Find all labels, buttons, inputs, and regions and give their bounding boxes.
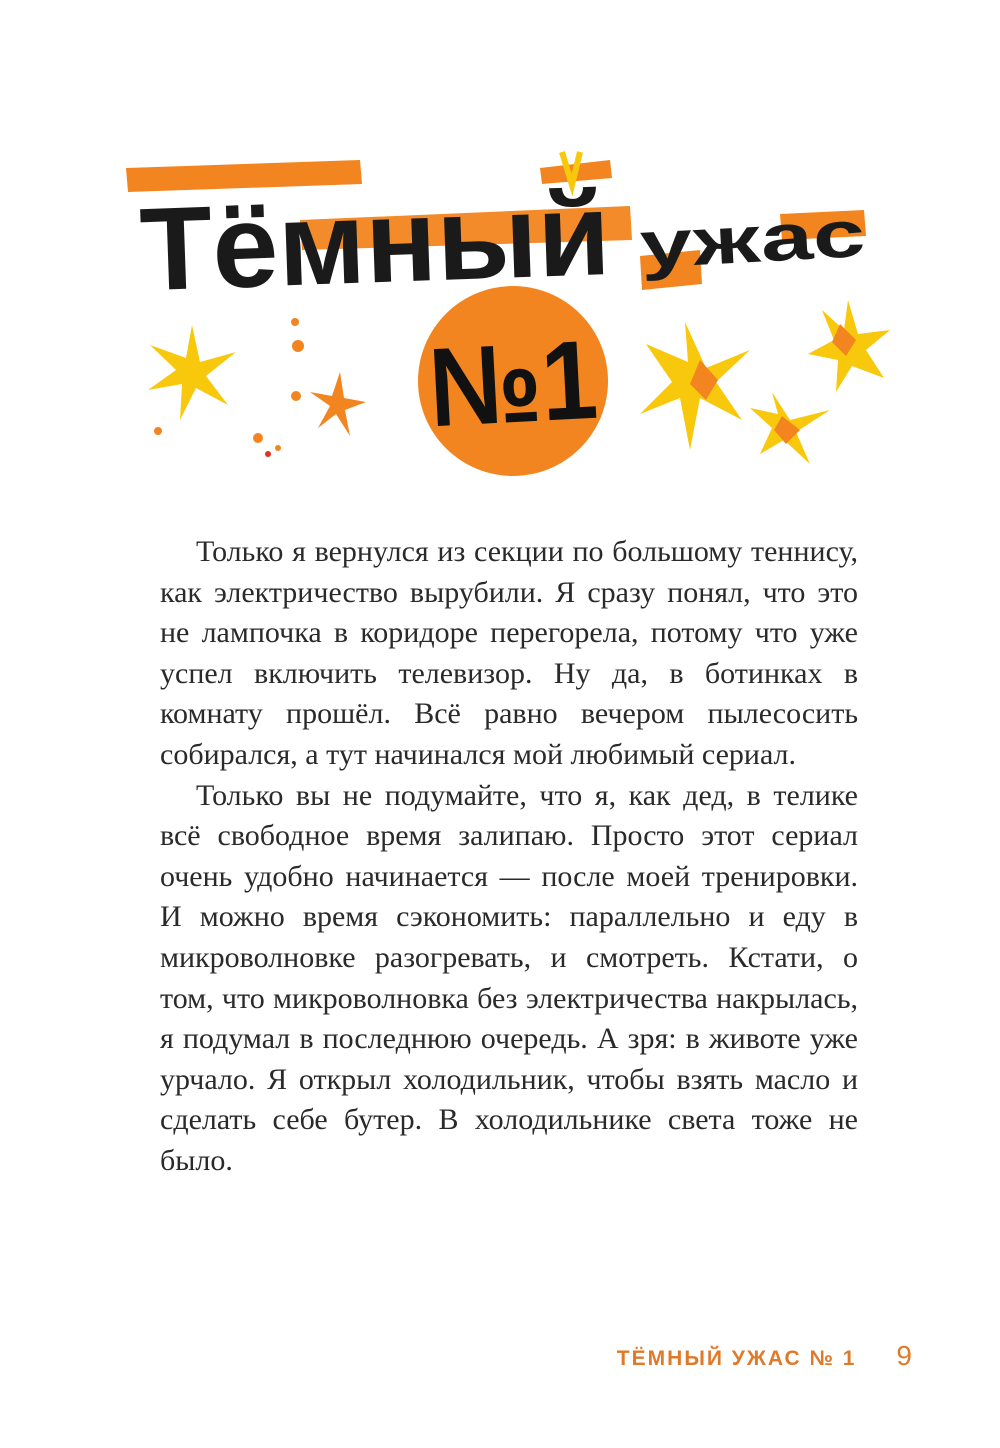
dot-icon xyxy=(291,391,301,401)
dot-icon xyxy=(291,318,299,326)
dot-icon xyxy=(275,445,281,451)
star-icon xyxy=(310,372,366,436)
dot-icon xyxy=(253,433,263,443)
chapter-text xyxy=(160,532,858,1182)
page-footer xyxy=(617,1340,912,1372)
star-icon xyxy=(148,325,236,420)
title-word-temny: Тёмный xyxy=(137,168,612,317)
dot-icon xyxy=(292,340,304,352)
badge-number: №1 xyxy=(425,315,620,451)
title-word-uzhas: ужас xyxy=(638,199,801,282)
paragraph: Только вы не подумайте, что я, как дед, в телике всё свободное время залипаю. Просто этот сериал очень удобно начинается — после моей тренировки. И можно время сэкономить: параллельно и еду в микроволновке разогревать, и смотреть. Кстати, о том, что микроволновка без электричества накрылась, я подумал в последнюю очередь. А зря: в животе уже урчало. Я открыл холодильник, чтобы взять масло и сделать себе бутер. В холодильнике света тоже не было. xyxy=(160,778,858,1177)
dot-icon xyxy=(154,427,162,435)
title-illustration xyxy=(0,0,1000,500)
running-title: ТЁМНЫЙ УЖАС № 1 xyxy=(616,1347,857,1370)
page-number: 9 xyxy=(896,1340,912,1371)
dot-icon xyxy=(265,451,271,457)
paragraph: Только я вернулся из секции по большому теннису, как электричество вырубили. Я сразу понял, что это не лампочка в коридоре перегорела, потому что уже успел включить телевизор. Ну да, в ботинках в комнату прошёл. Всё равно вечером пылесосить собирался, а тут начинался мой любимый сериал. xyxy=(160,535,858,771)
